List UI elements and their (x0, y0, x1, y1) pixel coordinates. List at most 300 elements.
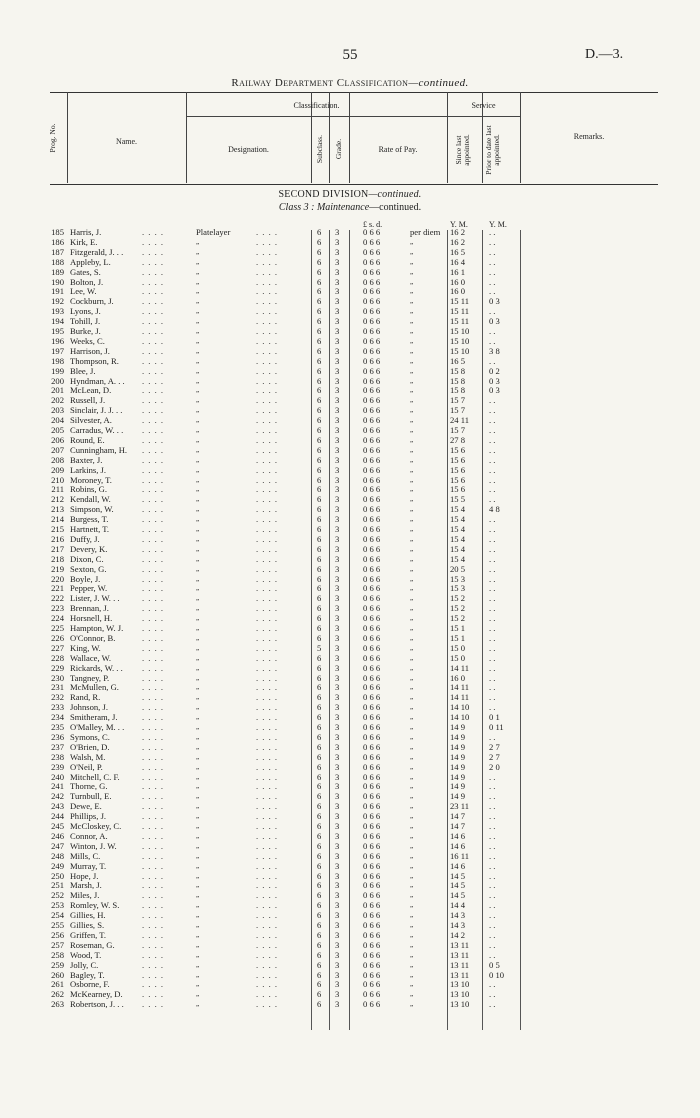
row-pay-unit: „ (410, 960, 414, 969)
row-rate-of-pay: 0 6 6 (363, 880, 381, 891)
row-name: Bagley, T. (70, 969, 105, 980)
row-rate-of-pay: 0 6 6 (363, 949, 381, 960)
leader-dots: . . . . (256, 444, 279, 455)
row-name: McKearney, D. (70, 989, 123, 1000)
row-prior-to-date: . . (489, 246, 496, 257)
leader-dots: . . . . (142, 543, 165, 554)
row-prior-to-date: . . (489, 702, 496, 713)
leader-dots: . . . . (142, 395, 165, 406)
row-name: Miles, J. (70, 890, 100, 901)
row-subclass: 6 (317, 929, 322, 940)
row-subclass: 6 (317, 415, 322, 426)
table-row (0, 406, 700, 415)
row-rate-of-pay: 0 6 6 (363, 306, 381, 317)
row-pay-unit: „ (410, 812, 414, 821)
row-name: Lyons, J. (70, 306, 101, 317)
table-row (0, 307, 700, 316)
row-subclass: 6 (317, 989, 322, 1000)
row-designation: „ (196, 633, 200, 642)
row-prior-to-date: . . (489, 227, 496, 237)
row-prior-to-date: . . (489, 533, 496, 544)
row-number: 203 (51, 405, 64, 416)
row-subclass: 6 (317, 543, 322, 554)
row-grade: 3 (335, 949, 340, 960)
row-designation: „ (196, 861, 200, 870)
table-row (0, 377, 700, 386)
row-pay-unit: „ (410, 851, 414, 860)
row-prior-to-date: . . (489, 306, 496, 317)
row-pay-unit: „ (410, 257, 414, 266)
row-grade: 3 (335, 385, 340, 396)
row-prior-to-date: . . (489, 494, 496, 505)
table-row (0, 287, 700, 296)
row-number: 219 (51, 563, 64, 574)
class-subtitle (0, 202, 700, 213)
row-since-last: 14 9 (450, 741, 466, 752)
row-rate-of-pay: 0 6 6 (363, 761, 381, 772)
row-prior-to-date: . . (489, 464, 496, 475)
row-name: Turnbull, E. (70, 791, 112, 802)
row-rate-of-pay: 0 6 6 (363, 969, 381, 980)
leader-dots: . . . . (142, 722, 165, 732)
leader-dots: . . . . (256, 335, 279, 346)
row-name: Bolton, J. (70, 276, 104, 287)
row-rate-of-pay: 0 6 6 (363, 603, 381, 614)
table-row (0, 396, 700, 405)
row-name: Romley, W. S. (70, 900, 120, 911)
row-name: Baxter, J. (70, 454, 103, 465)
leader-dots: . . . . (142, 989, 165, 1000)
leader-dots: . . . . (142, 811, 165, 822)
row-designation: „ (196, 584, 200, 593)
row-subclass: 6 (317, 405, 322, 416)
table-row (0, 782, 700, 791)
row-grade: 3 (335, 583, 340, 594)
row-subclass: 6 (317, 741, 322, 752)
table-row (0, 495, 700, 504)
leader-dots: . . . . (142, 771, 165, 782)
table-row (0, 466, 700, 475)
row-since-last: 13 10 (450, 979, 470, 990)
row-rate-of-pay: 0 6 6 (363, 256, 381, 267)
row-grade: 3 (335, 771, 340, 782)
row-prior-to-date: . . (489, 860, 496, 871)
row-designation: „ (196, 485, 200, 494)
leader-dots: . . . . (256, 474, 279, 485)
table-row (0, 674, 700, 683)
row-number: 241 (51, 781, 64, 792)
row-designation: „ (196, 643, 200, 652)
table-row (0, 386, 700, 395)
row-pay-unit: „ (410, 950, 414, 959)
row-subclass: 6 (317, 563, 322, 574)
row-name: Rand, R. (70, 692, 101, 703)
row-subclass: 6 (317, 524, 322, 534)
row-name: Griffen, T. (70, 929, 107, 940)
row-pay-unit: „ (410, 930, 414, 939)
row-prior-to-date: . . (489, 236, 496, 247)
row-grade: 3 (335, 434, 340, 445)
row-prior-to-date: . . (489, 731, 496, 742)
table-row (0, 921, 700, 930)
row-number: 222 (51, 593, 64, 604)
row-grade: 3 (335, 236, 340, 247)
row-grade: 3 (335, 306, 340, 317)
row-pay-unit: „ (410, 990, 414, 999)
row-designation: „ (196, 336, 200, 345)
row-designation: „ (196, 544, 200, 553)
leader-dots: . . . . (256, 365, 279, 376)
row-rate-of-pay: 0 6 6 (363, 870, 381, 881)
row-subclass: 6 (317, 395, 322, 406)
row-designation: „ (196, 604, 200, 613)
leader-dots: . . . . (142, 949, 165, 960)
row-grade: 3 (335, 662, 340, 673)
row-prior-to-date: . . (489, 256, 496, 267)
row-since-last: 20 5 (450, 563, 466, 574)
leader-dots: . . . . (142, 692, 165, 703)
row-grade: 3 (335, 454, 340, 465)
row-grade: 3 (335, 672, 340, 683)
leader-dots: . . . . (142, 484, 165, 495)
row-grade: 3 (335, 286, 340, 297)
row-name: Robertson, J. . . (70, 999, 124, 1010)
leader-dots: . . . . (142, 246, 165, 257)
row-prior-to-date: . . (489, 484, 496, 495)
row-number: 193 (51, 306, 64, 317)
row-pay-unit: „ (410, 891, 414, 900)
row-pay-unit: „ (410, 782, 414, 791)
row-rate-of-pay: 0 6 6 (363, 692, 381, 703)
row-pay-unit: „ (410, 237, 414, 246)
row-since-last: 15 3 (450, 583, 466, 594)
leader-dots: . . . . (256, 850, 279, 861)
row-prior-to-date: . . (489, 811, 496, 822)
row-prior-to-date: . . (489, 989, 496, 1000)
row-since-last: 15 10 (450, 326, 470, 336)
table-row (0, 436, 700, 445)
row-name: Gillies, S. (70, 920, 105, 930)
row-number: 259 (51, 959, 64, 970)
row-designation: „ (196, 267, 200, 276)
row-designation: „ (196, 386, 200, 395)
leader-dots: . . . . (142, 553, 165, 564)
leader-dots: . . . . (142, 236, 165, 247)
row-rate-of-pay: 0 6 6 (363, 553, 381, 564)
row-designation: „ (196, 693, 200, 702)
row-name: Tangney, P. (70, 672, 110, 683)
row-grade: 3 (335, 840, 340, 851)
row-rate-of-pay: 0 6 6 (363, 791, 381, 802)
row-rate-of-pay: 0 6 6 (363, 771, 381, 782)
row-grade: 3 (335, 573, 340, 584)
row-prior-to-date: 0 3 (489, 316, 500, 327)
row-subclass: 6 (317, 266, 322, 277)
row-since-last: 14 3 (450, 920, 466, 930)
leader-dots: . . . . (256, 910, 279, 921)
row-pay-unit: „ (410, 406, 414, 415)
row-subclass: 6 (317, 434, 322, 445)
header-prior-to-date: Prior to date last appointed. (484, 125, 501, 175)
row-name: McLean, D. (70, 385, 112, 396)
table-row (0, 347, 700, 356)
leader-dots: . . . . (256, 345, 279, 356)
row-rate-of-pay: 0 6 6 (363, 840, 381, 851)
table-row (0, 703, 700, 712)
row-prior-to-date: . . (489, 801, 496, 812)
table-row (0, 644, 700, 653)
row-subclass: 6 (317, 821, 322, 831)
row-prior-to-date: . . (489, 692, 496, 703)
row-number: 218 (51, 553, 64, 564)
row-since-last: 15 6 (450, 474, 466, 485)
table-row (0, 901, 700, 910)
row-grade: 3 (335, 751, 340, 762)
row-since-last: 16 2 (450, 227, 466, 237)
row-number: 197 (51, 345, 64, 356)
row-prior-to-date: 0 3 (489, 385, 500, 396)
row-rate-of-pay: 0 6 6 (363, 781, 381, 792)
row-number: 227 (51, 642, 64, 653)
row-rate-of-pay: 0 6 6 (363, 533, 381, 544)
header-classification: Classification. (293, 101, 340, 110)
table-row (0, 594, 700, 603)
row-rate-of-pay: 0 6 6 (363, 900, 381, 911)
table-row (0, 683, 700, 692)
row-grade: 3 (335, 276, 340, 287)
row-pay-unit: „ (410, 643, 414, 652)
row-since-last: 15 2 (450, 593, 466, 604)
header-grade: Grade. (334, 138, 343, 160)
row-pay-unit: „ (410, 604, 414, 613)
row-prior-to-date: . . (489, 821, 496, 831)
row-pay-unit: „ (410, 723, 414, 731)
table-row (0, 367, 700, 376)
row-since-last: 13 11 (450, 939, 470, 950)
leader-dots: . . . . (142, 870, 165, 881)
table-row (0, 614, 700, 623)
row-designation: „ (196, 762, 200, 771)
row-since-last: 14 3 (450, 910, 466, 921)
row-subclass: 6 (317, 553, 322, 564)
row-subclass: 6 (317, 385, 322, 396)
row-prior-to-date: 0 10 (489, 969, 505, 980)
row-number: 199 (51, 365, 64, 376)
leader-dots: . . . . (142, 345, 165, 356)
row-designation: „ (196, 990, 200, 999)
leader-dots: . . . . (256, 692, 279, 703)
row-rate-of-pay: 0 6 6 (363, 415, 381, 426)
row-rate-of-pay: 0 6 6 (363, 979, 381, 990)
leader-dots: . . . . (142, 900, 165, 911)
leader-dots: . . . . (256, 999, 279, 1010)
row-rate-of-pay: 0 6 6 (363, 583, 381, 594)
row-designation: „ (196, 851, 200, 860)
row-name: McMullen, G. (70, 682, 119, 693)
row-pay-unit: per diem (410, 227, 441, 237)
leader-dots: . . . . (256, 385, 279, 396)
table-row (0, 426, 700, 435)
leader-dots: . . . . (256, 632, 279, 643)
row-grade: 3 (335, 880, 340, 891)
row-rate-of-pay: 0 6 6 (363, 494, 381, 505)
row-since-last: 16 11 (450, 850, 470, 861)
row-number: 213 (51, 504, 64, 515)
row-pay-unit: „ (410, 416, 414, 425)
row-grade: 3 (335, 731, 340, 742)
row-grade: 3 (335, 900, 340, 911)
row-rate-of-pay: 0 6 6 (363, 286, 381, 297)
row-grade: 3 (335, 603, 340, 614)
row-pay-unit: „ (410, 564, 414, 573)
row-pay-unit: „ (410, 881, 414, 890)
row-grade: 3 (335, 355, 340, 366)
leader-dots: . . . . (256, 326, 279, 336)
row-since-last: 14 6 (450, 830, 466, 841)
row-pay-unit: „ (410, 435, 414, 444)
leader-dots: . . . . (256, 751, 279, 762)
leader-dots: . . . . (142, 910, 165, 921)
row-name: Silvester, A. (70, 415, 112, 426)
leader-dots: . . . . (142, 712, 165, 723)
title-continued: —continued. (408, 77, 469, 89)
row-name: Rickards, W. . . (70, 662, 123, 673)
row-pay-unit: „ (410, 614, 414, 623)
row-rate-of-pay: 0 6 6 (363, 276, 381, 287)
row-designation: „ (196, 416, 200, 425)
table-row (0, 525, 700, 534)
table-row (0, 515, 700, 524)
row-pay-unit: „ (410, 871, 414, 880)
row-number: 204 (51, 415, 64, 426)
row-rate-of-pay: 0 6 6 (363, 563, 381, 574)
row-subclass: 6 (317, 236, 322, 247)
row-name: Kendall, W. (70, 494, 111, 505)
row-subclass: 6 (317, 286, 322, 297)
row-grade: 3 (335, 316, 340, 327)
row-prior-to-date: . . (489, 662, 496, 673)
row-subclass: 6 (317, 316, 322, 327)
row-designation: „ (196, 406, 200, 415)
leader-dots: . . . . (142, 682, 165, 693)
leader-dots: . . . . (142, 286, 165, 297)
table-row (0, 297, 700, 306)
row-designation: „ (196, 396, 200, 405)
table-row (0, 842, 700, 851)
row-name: Round, E. (70, 434, 105, 445)
row-since-last: 14 11 (450, 682, 470, 693)
row-subclass: 6 (317, 811, 322, 822)
row-prior-to-date: 0 2 (489, 365, 500, 376)
leader-dots: . . . . (142, 474, 165, 485)
row-name: Larkins, J. (70, 464, 107, 475)
row-name: McCloskey, C. (70, 821, 122, 831)
row-subclass: 6 (317, 227, 322, 237)
leader-dots: . . . . (142, 959, 165, 970)
row-prior-to-date: . . (489, 949, 496, 960)
row-pay-unit: „ (410, 386, 414, 395)
row-subclass: 6 (317, 514, 322, 525)
row-name: Phillips, J. (70, 811, 107, 822)
row-pay-unit: „ (410, 445, 414, 454)
row-since-last: 14 5 (450, 880, 466, 891)
row-subclass: 6 (317, 979, 322, 990)
row-rate-of-pay: 0 6 6 (363, 365, 381, 376)
row-designation: „ (196, 554, 200, 563)
leader-dots: . . . . (142, 316, 165, 327)
row-number: 195 (51, 326, 64, 336)
row-since-last: 15 6 (450, 444, 466, 455)
leader-dots: . . . . (142, 890, 165, 901)
row-pay-unit: „ (410, 515, 414, 524)
leader-dots: . . . . (256, 236, 279, 247)
row-pay-unit: „ (410, 940, 414, 949)
row-name: Hyndman, A. . . (70, 375, 125, 386)
leader-dots: . . . . (142, 385, 165, 396)
leader-dots: . . . . (256, 533, 279, 544)
table-row (0, 822, 700, 831)
leader-dots: . . . . (142, 840, 165, 851)
row-designation: „ (196, 752, 200, 761)
row-number: 229 (51, 662, 64, 673)
row-prior-to-date: . . (489, 395, 496, 406)
row-pay-unit: „ (410, 534, 414, 543)
row-since-last: 14 9 (450, 722, 466, 732)
header-subclass: Subclass. (315, 134, 324, 164)
row-subclass: 6 (317, 593, 322, 604)
row-pay-unit: „ (410, 861, 414, 870)
row-name: O'Neil, P. (70, 761, 103, 772)
row-number: 236 (51, 731, 64, 742)
row-grade: 3 (335, 959, 340, 970)
row-name: O'Malley, M. . . (70, 722, 125, 732)
row-prior-to-date: . . (489, 880, 496, 891)
row-pay-unit: „ (410, 732, 414, 741)
row-subclass: 6 (317, 830, 322, 841)
row-rate-of-pay: 0 6 6 (363, 504, 381, 515)
row-prior-to-date: . . (489, 920, 496, 930)
row-since-last: 14 9 (450, 781, 466, 792)
leader-dots: . . . . (142, 821, 165, 831)
row-subclass: 6 (317, 910, 322, 921)
row-pay-unit: „ (410, 327, 414, 335)
row-name: Wallace, W. (70, 652, 112, 663)
row-pay-unit: „ (410, 574, 414, 583)
row-since-last: 14 6 (450, 840, 466, 851)
row-subclass: 6 (317, 959, 322, 970)
row-pay-unit: „ (410, 831, 414, 840)
section-title-cont: —continued. (368, 189, 422, 200)
row-number: 251 (51, 880, 64, 891)
row-prior-to-date: . . (489, 771, 496, 782)
row-subclass: 6 (317, 494, 322, 505)
leader-dots: . . . . (256, 296, 279, 307)
row-pay-unit: „ (410, 762, 414, 771)
leader-dots: . . . . (142, 801, 165, 812)
row-number: 226 (51, 632, 64, 643)
row-pay-unit: „ (410, 396, 414, 405)
leader-dots: . . . . (256, 434, 279, 445)
row-number: 200 (51, 375, 64, 386)
leader-dots: . . . . (142, 306, 165, 317)
leader-dots: . . . . (142, 623, 165, 633)
row-pay-unit: „ (410, 921, 414, 929)
row-number: 202 (51, 395, 64, 406)
row-grade: 3 (335, 811, 340, 822)
table-row (0, 763, 700, 772)
row-name: Lister, J. W. . . (70, 593, 120, 604)
row-grade: 3 (335, 504, 340, 515)
